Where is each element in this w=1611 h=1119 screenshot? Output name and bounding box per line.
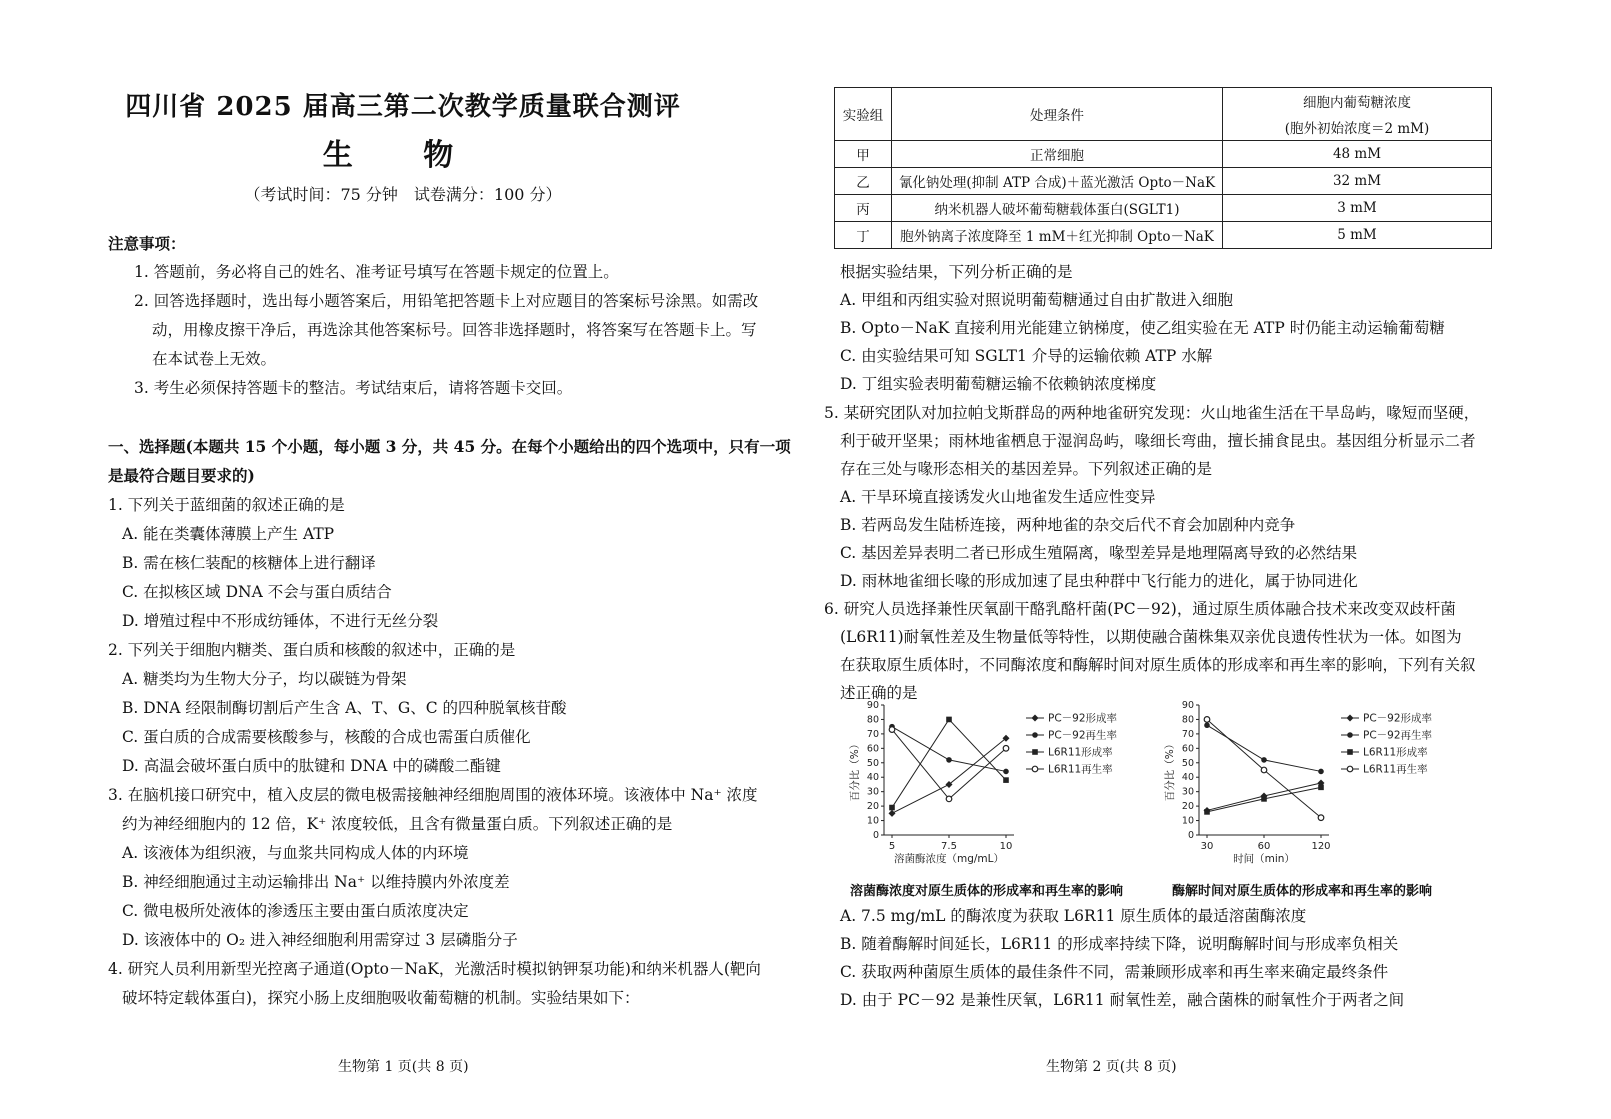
data-point [889,727,895,733]
x-tick-label: 7.5 [941,841,957,852]
question-6: 6. 研究人员选择兼性厌氧副干酪乳酪杆菌(PC－92)，通过原生质体融合技术来改变双歧杆菌 [824,600,1456,618]
legend-marker [1032,749,1038,755]
page-footer-right: 生物第 2 页(共 8 页) [1046,1059,1177,1075]
legend-label: L6R11形成率 [1048,746,1113,759]
exam-title: 四川省 2025 届高三第二次教学质量联合测评 [125,92,681,122]
table-cell: 丙 [835,195,892,222]
series [1204,722,1324,774]
x-tick-label: 60 [1257,841,1271,852]
data-point [1003,769,1009,775]
option: D. 丁组实验表明葡萄糖运输不依赖钠浓度梯度 [840,375,1157,393]
question-4-cont: 破坏特定载体蛋白)，探究小肠上皮细胞吸收葡萄糖的机制。实验结果如下： [122,989,640,1007]
table-header-row [835,88,1492,141]
option: C. 蛋白质的合成需要核酸参与，核酸的合成也需蛋白质催化 [122,728,531,746]
question-6-cont: 在获取原生质体时，不同酶浓度和酶解时间对原生质体的形成率和再生率的影响，下列有关叙 [840,656,1476,674]
y-tick-label: 10 [866,815,879,827]
option: A. 7.5 mg/mL 的酶浓度为获取 L6R11 原生质体的最适溶菌酶浓度 [840,907,1307,925]
y-tick-label: 0 [872,830,879,841]
question-6-cont: (L6R11)耐氧性差及生物量低等特性，以期使融合菌株集双亲优良遗传性状为一体。如图为 [840,628,1462,646]
data-point [946,757,952,763]
series-line [892,727,1006,772]
data-point [946,717,952,723]
chart-svg [836,700,1146,870]
question-6-cont: 述正确的是 [840,684,918,702]
y-tick-label: 30 [866,786,879,798]
y-tick-label: 70 [1181,728,1194,740]
question-3-cont: 约为神经细胞内的 12 倍，K⁺ 浓度较低，且含有微量蛋白质。下列叙述正确的是 [122,815,673,833]
table-row [835,195,1492,222]
legend-marker [1347,766,1353,772]
question-3: 3. 在脑机接口研究中，植入皮层的微电极需接触神经细胞周围的液体环境。该液体中 Na⁺ 浓度 [108,786,758,804]
table-row [835,141,1492,168]
data-point [946,796,952,802]
y-tick-label: 60 [1181,743,1194,755]
series [889,724,1009,774]
table-cell: 32 mM [1223,168,1492,195]
question-5: 5. 某研究团队对加拉帕戈斯群岛的两种地雀研究发现：火山地雀生活在干旱岛屿，喙短而坚硬， [824,404,1480,422]
table-cell: 正常细胞 [892,141,1223,168]
y-tick-label: 80 [1181,714,1194,726]
option: B. 若两岛发生陆桥连接，两种地雀的杂交后代不育会加剧种内竞争 [840,516,1296,534]
data-point [1204,809,1210,815]
option: A. 糖类均为生物大分子，均以碳链为骨架 [122,670,407,688]
table-header-line: 细胞内葡萄糖浓度 [1303,95,1411,111]
table-row [835,168,1492,195]
table-cell: 乙 [835,168,892,195]
option: B. Opto－NaK 直接利用光能建立钠梯度，使乙组实验在无 ATP 时仍能主动运输葡萄糖 [840,319,1445,337]
table-cell: 氰化钠处理(抑制 ATP 合成)＋蓝光激活 Opto－NaK [892,168,1223,195]
question-1: 1. 下列关于蓝细菌的叙述正确的是 [108,496,345,514]
table-header [1223,88,1492,141]
table-header: 实验组 [835,88,892,141]
x-tick-label: 5 [888,841,896,852]
series-line [1207,725,1321,771]
option: B. 随着酶解时间延长，L6R11 的形成率持续下降，说明酶解时间与形成率负相关 [840,935,1399,953]
table-cell: 丁 [835,222,892,249]
y-tick-label: 40 [1181,772,1194,784]
table-cell: 5 mM [1223,222,1492,249]
data-point [1261,796,1267,802]
option: D. 高温会破坏蛋白质中的肽键和 DNA 中的磷酸二酯键 [122,757,501,775]
legend-marker [1032,766,1038,772]
experiment-table [834,87,1492,249]
series-line [892,730,1006,799]
section-heading-cont: 是最符合题目要求的) [108,466,255,485]
exam-info: （考试时间：75 分钟 试卷满分：100 分） [244,185,562,204]
question-5-cont: 利于破开坚果；雨林地雀栖息于湿润岛屿，喙细长弯曲，擅长捕食昆虫。基因组分析显示二者 [840,432,1476,450]
data-point [1261,757,1267,763]
notice-line: 在本试卷上无效。 [152,350,277,368]
option: A. 甲组和丙组实验对照说明葡萄糖通过自由扩散进入细胞 [840,291,1234,309]
notice-line: 1. 答题前，务必将自己的姓名、准考证号填写在答题卡规定的位置上。 [134,263,619,281]
y-tick-label: 90 [1181,700,1194,711]
x-axis-label: 时间（min） [1233,853,1295,865]
page-footer-left: 生物第 1 页(共 8 页) [338,1059,469,1075]
enzyme-time-chart [1151,700,1461,874]
option: A. 干旱环境直接诱发火山地雀发生适应性变异 [840,488,1156,506]
legend-label: PC－92再生率 [1363,729,1433,742]
option: D. 该液体中的 O₂ 进入神经细胞利用需穿过 3 层磷脂分子 [122,931,518,949]
legend-marker [1032,732,1038,738]
table-cell: 胞外钠离子浓度降至 1 mM＋红光抑制 Opto－NaK [892,222,1223,249]
chart-caption-time: 酶解时间对原生质体的形成率和再生率的影响 [1172,884,1433,899]
data-point [1318,815,1324,821]
chart-svg [1151,700,1461,870]
option: C. 由实验结果可知 SGLT1 介导的运输依赖 ATP 水解 [840,347,1213,365]
notice-line: 3. 考生必须保持答题卡的整洁。考试结束后，请将答题卡交回。 [134,379,573,397]
option: B. 需在核仁装配的核糖体上进行翻译 [122,554,376,572]
y-axis-label: 百分比（%） [1164,738,1176,802]
x-tick-label: 10 [999,841,1013,852]
table-cell: 甲 [835,141,892,168]
y-tick-label: 50 [1181,757,1194,769]
option: A. 该液体为组织液，与血浆共同构成人体的内环境 [122,844,469,862]
option: C. 基因差异表明二者已形成生殖隔离，喙型差异是地理隔离导致的必然结果 [840,544,1358,562]
legend-marker [1032,715,1039,722]
option: D. 雨林地雀细长喙的形成加速了昆虫种群中飞行能力的进化，属于协同进化 [840,572,1358,590]
question-5-cont: 存在三处与喙形态相关的基因差异。下列叙述正确的是 [840,460,1213,478]
table-cell: 3 mM [1223,195,1492,222]
option: C. 获取两种菌原生质体的最佳条件不同，需兼顾形成率和再生率来确定最终条件 [840,963,1389,981]
legend-label: PC－92再生率 [1048,729,1118,742]
table-cell: 48 mM [1223,141,1492,168]
subject-title: 生 物 [322,138,484,173]
y-tick-label: 40 [866,772,879,784]
table-row [835,222,1492,249]
data-point [1318,769,1324,775]
x-tick-label: 30 [1200,841,1214,852]
legend-label: L6R11形成率 [1363,746,1428,759]
option: D. 由于 PC－92 是兼性厌氧，L6R11 耐氧性差，融合菌株的耐氧性介于两者之间 [840,991,1405,1009]
data-point [1261,767,1267,773]
notice-heading: 注意事项： [108,234,186,253]
data-point [889,805,895,811]
legend-label: L6R11再生率 [1048,763,1113,776]
legend-marker [1347,715,1354,722]
data-point [1318,785,1324,791]
y-tick-label: 20 [866,801,879,813]
question-2: 2. 下列关于细胞内糖类、蛋白质和核酸的叙述中，正确的是 [108,641,516,659]
enzyme-concentration-chart [836,700,1146,874]
y-tick-label: 30 [1181,786,1194,798]
data-point [1003,777,1009,783]
legend-marker [1347,732,1353,738]
question-4-prompt: 根据实验结果，下列分析正确的是 [840,263,1073,281]
table-header-line: (胞外初始浓度＝2 mM) [1284,121,1430,137]
x-tick-label: 120 [1311,841,1331,852]
data-point [889,810,896,817]
option: D. 增殖过程中不形成纺锤体，不进行无丝分裂 [122,612,439,630]
data-point [1204,722,1210,728]
y-tick-label: 0 [1187,830,1194,841]
notice-line: 2. 回答选择题时，选出每小题答案后，用铅笔把答题卡上对应题目的答案标号涂黑。如需改 [134,292,759,310]
y-axis-label: 百分比（%） [849,738,861,802]
legend-label: L6R11再生率 [1363,763,1428,776]
table-cell: 纳米机器人破坏葡萄糖载体蛋白(SGLT1) [892,195,1223,222]
y-tick-label: 10 [1181,815,1194,827]
option: B. 神经细胞通过主动运输排出 Na⁺ 以维持膜内外浓度差 [122,873,510,891]
notice-line: 动，用橡皮擦干净后，再选涂其他答案标号。回答非选择题时，将答案写在答题卡上。写 [152,321,757,339]
y-tick-label: 70 [866,728,879,740]
option: C. 微电极所处液体的渗透压主要由蛋白质浓度决定 [122,902,469,920]
option: A. 能在类囊体薄膜上产生 ATP [122,525,335,543]
section-heading: 一、选择题(本题共 15 个小题，每小题 3 分，共 45 分。在每个小题给出的四个选项中，只有一项 [108,437,791,456]
data-point [1204,717,1210,723]
option: C. 在拟核区域 DNA 不会与蛋白质结合 [122,583,392,601]
chart-caption-concentration: 溶菌酶浓度对原生质体的形成率和再生率的影响 [850,884,1124,899]
y-tick-label: 50 [866,757,879,769]
table-header: 处理条件 [892,88,1223,141]
series [1204,785,1324,815]
legend-label: PC－92形成率 [1363,712,1433,725]
x-axis-label: 溶菌酶浓度（mg/mL） [893,853,1005,865]
legend-marker [1347,749,1353,755]
option: B. DNA 经限制酶切割后产生含 A、T、G、C 的四种脱氧核苷酸 [122,699,567,717]
question-4: 4. 研究人员利用新型光控离子通道(Opto－NaK，光激活时模拟钠钾泵功能)和纳米机器人(靶向 [108,960,761,978]
legend-label: PC－92形成率 [1048,712,1118,725]
data-point [1003,746,1009,752]
y-tick-label: 90 [866,700,879,711]
y-tick-label: 60 [866,743,879,755]
y-tick-label: 20 [1181,801,1194,813]
y-tick-label: 80 [866,714,879,726]
